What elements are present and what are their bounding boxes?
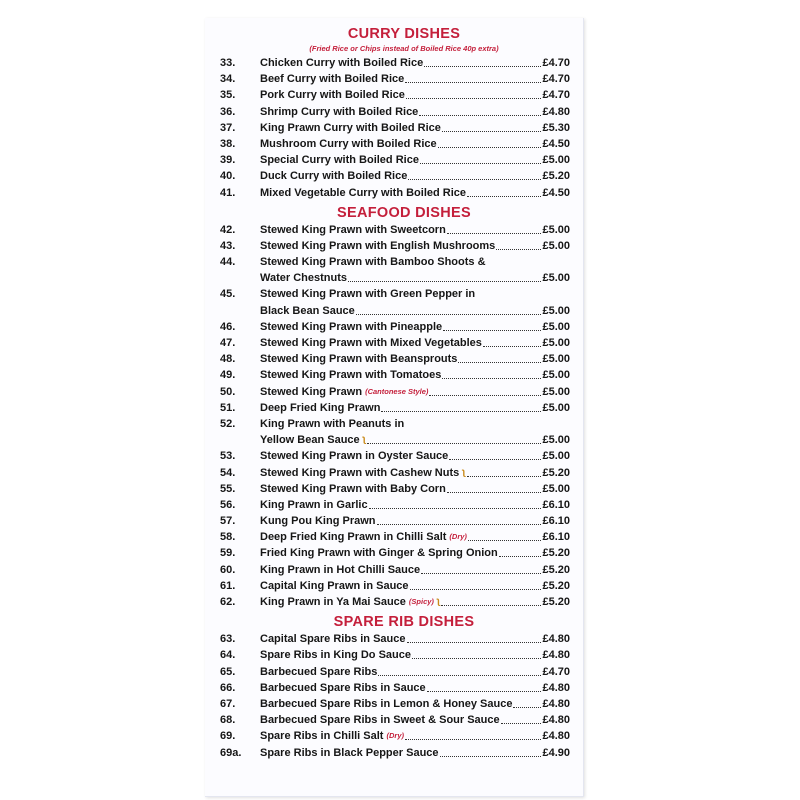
item-line (260, 152, 570, 168)
menu-item (220, 529, 570, 545)
item-line (260, 745, 570, 761)
menu-item (220, 319, 570, 335)
dot-leader (467, 465, 542, 477)
dot-leader (367, 432, 541, 444)
dot-leader (405, 728, 541, 740)
item-line (260, 270, 570, 286)
dot-leader (443, 319, 541, 331)
item-name: Deep Fried King Prawn (260, 401, 381, 414)
item-note: (Dry) (386, 731, 404, 741)
menu-item (220, 152, 570, 168)
menu-item (220, 728, 570, 744)
dot-leader (421, 562, 541, 574)
chili-icon: ʅ (362, 434, 366, 446)
menu-item (220, 481, 570, 497)
dot-leader (458, 351, 541, 363)
item-number: 69. (220, 730, 236, 743)
item-line (260, 222, 570, 238)
item-price: £4.80 (542, 681, 570, 694)
dot-leader (441, 594, 541, 606)
item-line (260, 104, 570, 120)
dot-leader (378, 664, 541, 676)
item-number: 46. (220, 320, 236, 333)
item-name: Fried King Prawn with Ginger & Spring Onion (260, 547, 498, 560)
item-number-spacer (220, 270, 260, 286)
item-name: Stewed King Prawn (260, 385, 363, 398)
item-name: Shrimp Curry with Boiled Rice (260, 105, 419, 118)
item-price: £5.00 (542, 223, 570, 236)
item-number: 56. (220, 498, 236, 511)
item-price: £6.10 (542, 498, 570, 511)
menu-item (220, 416, 570, 432)
item-name: Capital King Prawn in Sauce (260, 579, 409, 592)
item-name: Stewed King Prawn with Baby Corn (260, 482, 446, 495)
item-number: 38. (220, 137, 236, 150)
seafood-list (220, 222, 570, 611)
item-name: Spare Ribs in King Do Sauce (260, 649, 411, 662)
menu-item (220, 594, 570, 610)
dot-leader (410, 578, 542, 590)
item-line (260, 696, 570, 712)
item-name-continued: Yellow Bean Sauce (260, 434, 360, 447)
dot-leader (348, 270, 541, 282)
item-number: 34. (220, 73, 236, 86)
dot-leader (447, 222, 542, 234)
dot-leader (449, 448, 541, 460)
menu-item (220, 680, 570, 696)
item-price: £4.70 (542, 665, 570, 678)
item-number: 39. (220, 154, 236, 167)
item-line (260, 335, 570, 351)
chili-icon: ʅ (436, 596, 441, 607)
item-number: 58. (220, 531, 236, 544)
dot-leader (427, 680, 542, 692)
item-line (260, 238, 570, 254)
menu-item (220, 286, 570, 302)
dot-leader (412, 647, 541, 659)
item-number: 36. (220, 105, 236, 118)
dot-leader (406, 87, 542, 99)
dot-leader (442, 120, 542, 132)
item-price: £4.80 (542, 730, 570, 743)
item-price: £5.20 (542, 596, 570, 608)
item-line (260, 497, 570, 513)
menu-item (220, 367, 570, 383)
menu-item (220, 448, 570, 464)
item-price: £5.20 (542, 466, 570, 479)
item-price: £5.00 (542, 450, 570, 463)
item-number: 33. (220, 57, 236, 69)
dot-leader (447, 481, 542, 493)
menu-item (220, 136, 570, 152)
item-name: Barbecued Spare Ribs in Lemon & Honey Sauce (260, 697, 513, 710)
item-name: Stewed King Prawn in Oyster Sauce (260, 450, 449, 463)
menu-item (220, 168, 570, 184)
item-number-spacer (220, 303, 260, 319)
item-price: £4.70 (542, 73, 570, 86)
dot-leader (408, 168, 541, 180)
menu-item (220, 87, 570, 103)
menu-item (220, 71, 570, 87)
menu-item (220, 631, 570, 647)
item-name: Chicken Curry with Boiled Rice (260, 57, 424, 69)
item-price: £5.00 (542, 239, 570, 252)
item-number-spacer (220, 432, 260, 448)
item-name: Stewed King Prawn with Beansprouts (260, 353, 458, 366)
item-line (260, 168, 570, 184)
item-price: £4.80 (542, 714, 570, 727)
menu-item (220, 400, 570, 416)
item-name: Pork Curry with Boiled Rice (260, 89, 405, 102)
menu-item (220, 497, 570, 513)
menu-item (220, 238, 570, 254)
menu-item-continued (220, 432, 570, 448)
item-number: 54. (220, 466, 236, 479)
item-price: £5.20 (542, 547, 570, 560)
item-price: £5.00 (542, 154, 570, 167)
item-price: £5.20 (542, 563, 570, 576)
item-name: Beef Curry with Boiled Rice (260, 73, 405, 86)
item-line (260, 286, 570, 302)
item-line (260, 529, 570, 545)
dot-leader (483, 335, 542, 347)
item-price: £5.00 (542, 385, 570, 398)
item-name: Barbecued Spare Ribs in Sauce (260, 681, 426, 694)
item-number: 64. (220, 649, 236, 662)
item-note: (Cantonese Style) (365, 386, 429, 396)
dot-leader (369, 497, 542, 509)
menu-item (220, 745, 570, 761)
item-number: 67. (220, 697, 236, 710)
menu-content (220, 26, 570, 761)
menu-item (220, 254, 570, 270)
item-number: 45. (220, 288, 236, 301)
item-line (260, 432, 570, 448)
item-price: £5.30 (542, 121, 570, 134)
item-line (260, 465, 570, 481)
menu-item (220, 222, 570, 238)
item-number: 61. (220, 579, 236, 592)
item-note: (Spicy) (408, 597, 434, 606)
item-number: 52. (220, 417, 236, 430)
item-number: 60. (220, 563, 236, 576)
dot-leader (419, 104, 541, 116)
item-number: 50. (220, 385, 236, 398)
menu-item-continued (220, 270, 570, 286)
item-name: King Prawn Curry with Boiled Rice (260, 121, 441, 134)
item-price: £5.00 (542, 337, 570, 349)
item-number: 69a. (220, 746, 242, 759)
dot-leader (424, 55, 541, 67)
dot-leader (501, 712, 542, 724)
item-line (260, 254, 570, 270)
item-price: £4.70 (542, 57, 570, 69)
section-note-curry: (Fried Rice or Chips instead of Boiled Rice 40p extra) (309, 44, 499, 53)
item-number: 51. (220, 401, 236, 414)
dot-leader (381, 400, 541, 412)
item-line (260, 351, 570, 367)
curry-list (220, 55, 570, 201)
item-name: Mushroom Curry with Boiled Rice (260, 137, 437, 150)
spare-rib-list (220, 631, 570, 761)
section-title-curry: CURRY DISHES (347, 26, 461, 42)
item-price: £4.80 (542, 649, 570, 662)
item-name: Stewed King Prawn with Pineapple (260, 320, 443, 333)
menu-item-continued (220, 303, 570, 319)
item-name: Capital Spare Ribs in Sauce (260, 633, 406, 646)
item-number: 35. (220, 89, 236, 102)
menu-item (220, 712, 570, 728)
menu-item (220, 664, 570, 680)
dot-leader (442, 367, 541, 379)
dot-leader (440, 745, 542, 757)
menu-item (220, 578, 570, 594)
item-number: 48. (220, 353, 236, 366)
item-price: £6.10 (542, 515, 570, 528)
item-price: £5.00 (542, 401, 570, 414)
dot-leader (438, 136, 542, 148)
item-price: £5.00 (542, 304, 570, 317)
dot-leader (513, 696, 541, 708)
item-line (260, 185, 570, 201)
menu-item (220, 185, 570, 201)
item-line (260, 594, 570, 610)
item-price: £5.00 (542, 353, 570, 366)
section-title-seafood: SEAFOOD DISHES (337, 204, 471, 221)
item-line (260, 728, 570, 744)
item-line (260, 416, 570, 432)
item-number: 40. (220, 170, 236, 183)
item-number: 63. (220, 633, 236, 646)
item-line (260, 319, 570, 335)
item-note: (Dry) (449, 532, 467, 542)
item-name: Duck Curry with Boiled Rice (260, 170, 408, 183)
menu-item (220, 696, 570, 712)
item-number: 53. (220, 450, 236, 463)
item-line (260, 712, 570, 728)
item-line (260, 400, 570, 416)
item-price: £4.80 (542, 697, 570, 710)
menu-item (220, 55, 570, 71)
item-name: King Prawn with Peanuts in (260, 417, 405, 430)
item-price: £5.00 (542, 272, 570, 285)
item-name: Barbecued Spare Ribs in Sweet & Sour Sauce (260, 714, 500, 727)
item-price: £4.90 (542, 746, 570, 759)
dot-leader (468, 529, 542, 541)
item-name-continued: Black Bean Sauce (260, 304, 355, 317)
item-price: £5.00 (542, 482, 570, 495)
dot-leader (496, 238, 541, 250)
dot-leader (407, 631, 542, 643)
menu-item (220, 562, 570, 578)
item-number: 55. (220, 482, 236, 495)
item-number: 66. (220, 681, 236, 694)
item-line (260, 87, 570, 103)
item-line (260, 680, 570, 696)
section-title-spare-rib: SPARE RIB DISHES (333, 614, 475, 631)
item-name: Stewed King Prawn with English Mushrooms (260, 239, 496, 252)
item-number: 62. (220, 596, 236, 608)
item-price: £4.50 (542, 137, 570, 150)
menu-item (220, 647, 570, 663)
dot-leader (420, 152, 542, 164)
item-line (260, 481, 570, 497)
item-line (260, 513, 570, 529)
item-name: King Prawn in Ya Mai Sauce (260, 596, 406, 608)
item-price: £6.10 (542, 531, 570, 544)
menu-item (220, 335, 570, 351)
item-price: £4.80 (542, 105, 570, 118)
item-number: 49. (220, 369, 236, 382)
dot-leader (356, 303, 542, 315)
item-name: Stewed King Prawn with Cashew Nuts (260, 466, 460, 479)
item-price: £4.50 (542, 186, 570, 199)
item-line (260, 578, 570, 594)
item-name: King Prawn in Garlic (260, 498, 368, 511)
item-number: 65. (220, 665, 236, 678)
item-name: King Prawn in Hot Chilli Sauce (260, 563, 421, 576)
dot-leader (377, 513, 542, 525)
item-number: 42. (220, 223, 236, 236)
item-line (260, 448, 570, 464)
item-price: £5.20 (542, 170, 570, 183)
menu-item (220, 351, 570, 367)
item-line (260, 136, 570, 152)
item-number: 41. (220, 186, 236, 199)
item-name: Special Curry with Boiled Rice (260, 154, 419, 167)
dot-leader (467, 185, 541, 197)
item-name-continued: Water Chestnuts (260, 272, 347, 285)
item-line (260, 120, 570, 136)
item-price: £5.00 (542, 434, 570, 447)
item-line (260, 303, 570, 319)
item-number: 43. (220, 239, 236, 252)
item-number: 37. (220, 121, 236, 134)
item-name: Stewed King Prawn with Bamboo Shoots & (260, 256, 486, 269)
item-name: Spare Ribs in Black Pepper Sauce (260, 746, 439, 759)
item-number: 44. (220, 256, 236, 269)
item-line (260, 367, 570, 383)
item-price: £4.80 (542, 633, 570, 646)
item-name: Stewed King Prawn with Tomatoes (260, 369, 442, 382)
item-name: Barbecued Spare Ribs (260, 665, 378, 678)
item-number: 68. (220, 714, 236, 727)
menu-item (220, 104, 570, 120)
item-line (260, 545, 570, 561)
item-name: Deep Fried King Prawn in Chilli Salt (260, 531, 447, 544)
item-line (260, 71, 570, 87)
dot-leader (405, 71, 541, 83)
menu-item (220, 545, 570, 561)
item-name: Stewed King Prawn with Green Pepper in (260, 288, 476, 301)
item-name: Stewed King Prawn with Mixed Vegetables (260, 337, 482, 349)
item-name: Spare Ribs in Chilli Salt (260, 730, 384, 743)
item-line (260, 664, 570, 680)
item-line (260, 562, 570, 578)
item-line (260, 384, 570, 400)
item-number: 57. (220, 515, 236, 528)
dot-leader (429, 384, 541, 396)
dot-leader (499, 545, 542, 557)
chili-icon: ʅ (462, 466, 466, 478)
item-line (260, 631, 570, 647)
menu-item (220, 384, 570, 400)
item-line (260, 647, 570, 663)
menu-item (220, 120, 570, 136)
item-name: Mixed Vegetable Curry with Boiled Rice (260, 186, 466, 199)
item-price: £4.70 (542, 89, 570, 102)
item-name: Kung Pou King Prawn (260, 515, 376, 528)
item-number: 47. (220, 337, 236, 349)
menu-item (220, 465, 570, 481)
item-name: Stewed King Prawn with Sweetcorn (260, 223, 446, 236)
item-price: £5.20 (542, 579, 570, 592)
item-number: 59. (220, 547, 236, 560)
item-price: £5.00 (542, 320, 570, 333)
item-price: £5.00 (542, 369, 570, 382)
item-line (260, 55, 570, 71)
menu-item (220, 513, 570, 529)
